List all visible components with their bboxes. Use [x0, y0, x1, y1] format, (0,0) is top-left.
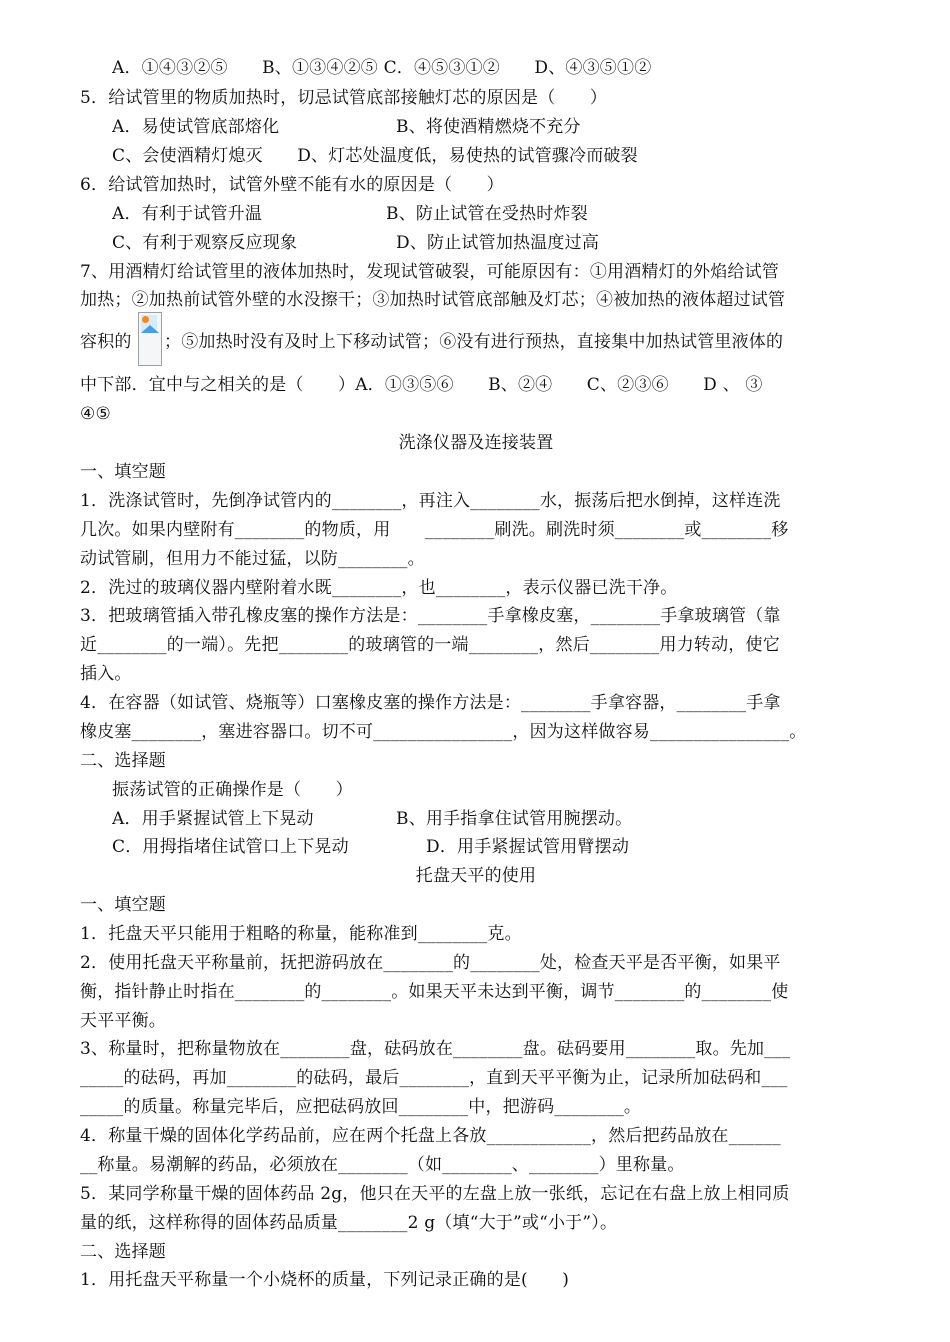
q7-text-rest: ；⑤加热时没有及时上下移动试管；⑥没有进行预热，直接集中加热试管里液体的: [164, 332, 784, 352]
q7-stem-line2: 加热；②加热前试管外壁的水没擦干；③加热时试管底部触及灯芯；④被加热的液体超过试管: [80, 290, 786, 310]
heading-fill-blank-1: 一、填空题: [80, 462, 166, 482]
shake-option-c: C．用拇指堵住试管口上下晃动: [112, 837, 349, 857]
wash-q1-line1: 1．洗涤试管时，先倒净试管内的________，再注入________水，振荡后把水倒掉，这样连洗: [80, 491, 781, 511]
balance-q1: 1．托盘天平只能用于粗略的称量，能称准到________克。: [80, 924, 522, 944]
q7-stem-line1: 7、用酒精灯给试管里的液体加热时，发现试管破裂，可能原因有：①用酒精灯的外焰给试管: [80, 262, 780, 282]
q5-option-b: B、将使酒精燃烧不充分: [396, 117, 581, 137]
shake-option-d: D．用手紧握试管用臂摆动: [426, 837, 630, 857]
q5-option-a: A．易使试管底部熔化: [112, 117, 280, 137]
q5-options-ab: [112, 113, 872, 141]
balance-q2-line2: 衡，指针静止时指在________的________。如果天平未达到平衡，调节________的________使: [80, 982, 789, 1002]
q6-option-a: A．有利于试管升温: [112, 204, 263, 224]
q6-options-cd: [112, 229, 872, 257]
wash-q1-line3: 动试管刷，但用力不能过猛，以防________。: [80, 549, 425, 569]
shake-options-cd: [112, 833, 872, 861]
balance-choice-q1: 1．用托盘天平称量一个小烧杯的质量，下列记录正确的是( ): [80, 1270, 570, 1290]
q5-stem: 5．给试管里的物质加热时，切忌试管底部接触灯芯的原因是（ ）: [80, 88, 608, 108]
balance-q3-line1: 3、称量时，把称量物放在________盘，砝码放在________盘。砝码要用________取。先加___: [80, 1039, 791, 1059]
heading-choice-2: 二、选择题: [80, 1242, 166, 1262]
wash-q3-line2: 近________的一端）。先把________的玻璃管的一端________，然后________用力转动，使它: [80, 635, 780, 655]
wash-q3-line3: 插入。: [80, 664, 132, 684]
wash-q3-line1: 3．把玻璃管插入带孔橡皮塞的操作方法是：________手拿橡皮塞，________手拿玻璃管（靠: [80, 606, 781, 626]
q6-option-b: B、防止试管在受热时炸裂: [386, 204, 588, 224]
wash-q4-line2: 橡皮塞________，塞进容器口。切不可________________，因为这样做容易________________。: [80, 722, 807, 742]
q4-options: A．①④③②⑤ B、①③④②⑤ C．④⑤③①② D、④③⑤①②: [112, 58, 652, 78]
q6-option-c: C、有利于观察反应现象: [112, 233, 298, 253]
q7-option-d-cont: ④⑤: [80, 404, 111, 424]
balance-q3-line3: _____的质量。称量完毕后，应把砝码放回________中，把游码________。: [80, 1097, 642, 1117]
picture-icon: [138, 312, 162, 366]
balance-q5-line1: 5．某同学称量干燥的固体药品 2g，他只在天平的左盘上放一张纸，忘记在右盘上放上相同质: [80, 1184, 790, 1204]
picture-icon-sun: [142, 316, 149, 323]
q6-option-d: D、防止试管加热温度过高: [396, 233, 600, 253]
wash-q1-line2: 几次。如果内壁附有________的物质，用 ________刷洗。刷洗时须________或________移: [80, 520, 789, 540]
heading-choice-1: 二、选择题: [80, 751, 166, 771]
q6-options-ab: [112, 200, 872, 228]
q7-text-capacity: 容积的: [80, 332, 132, 352]
section-title-balance: 托盘天平的使用: [415, 866, 537, 886]
section-title-washing: 洗涤仪器及连接装置: [398, 433, 554, 453]
wash-q2: 2．洗过的玻璃仪器内壁附着水既________，也________，表示仪器已洗干净。: [80, 578, 678, 598]
q7-stem-line3: [80, 328, 872, 356]
balance-q4-line1: 4．称量干燥的固体化学药品前，应在两个托盘上各放____________，然后把药品放在______: [80, 1126, 781, 1146]
balance-q2-line3: 天平平衡。: [80, 1011, 166, 1031]
balance-q2-line1: 2．使用托盘天平称量前，抚把游码放在________的________处，检查天平是否平衡，如果平: [80, 953, 781, 973]
balance-q5-line2: 量的纸，这样称得的固体药品质量________2 g（填“大于”或“小于”）。: [80, 1213, 618, 1233]
balance-q4-line2: __称量。易潮解的药品，必须放在________（如________、________）里称量。: [80, 1155, 685, 1175]
shake-question: 振荡试管的正确操作是（ ）: [112, 780, 353, 800]
balance-q3-line2: _____的砝码，再加________的砝码，最后________，直到天平平衡为止，记录所加砝码和___: [80, 1068, 788, 1088]
shake-option-a: A．用手紧握试管上下晃动: [112, 809, 314, 829]
heading-fill-blank-2: 一、填空题: [80, 895, 166, 915]
shake-option-b: B、用手指拿住试管用腕摆动。: [396, 809, 633, 829]
q7-stem-line4: 中下部．宜中与之相关的是（ ）A．①③⑤⑥ B、②④ C、②③⑥ D 、 ③: [80, 375, 763, 395]
q5-options-cd: C、会使酒精灯熄灭 D、灯芯处温度低，易使热的试管骤冷而破裂: [112, 146, 638, 166]
wash-q4-line1: 4．在容器（如试管、烧瓶等）口塞橡皮塞的操作方法是：________手拿容器，________手拿: [80, 693, 781, 713]
picture-icon-hill: [141, 325, 159, 333]
shake-options-ab: [112, 805, 872, 833]
q6-stem: 6．给试管加热时，试管外壁不能有水的原因是（ ）: [80, 175, 504, 195]
